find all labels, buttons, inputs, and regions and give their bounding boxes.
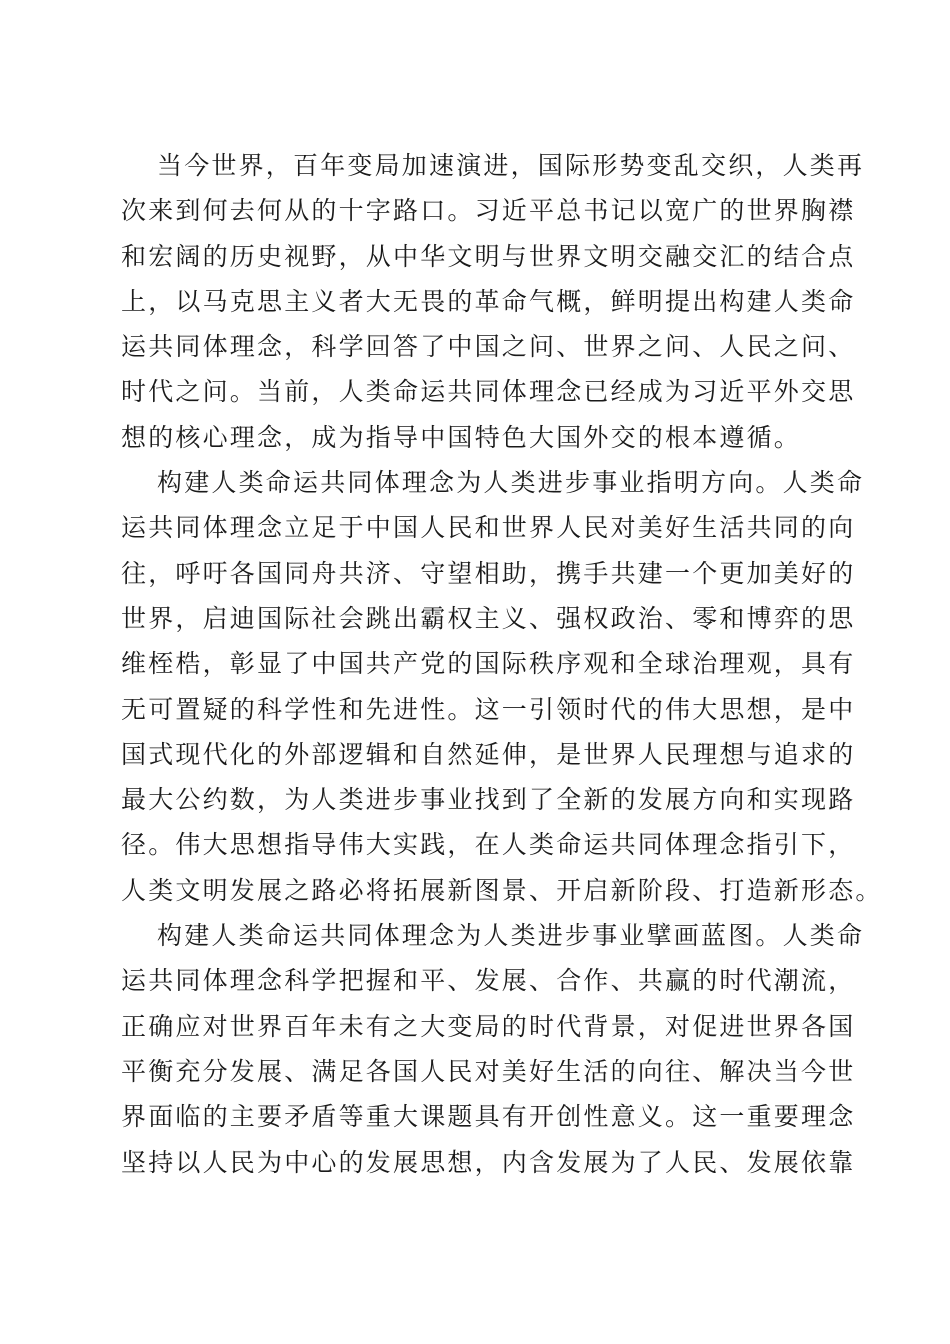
text-line: 构建人类命运共同体理念为人类进步事业擘画蓝图。人类命	[157, 921, 865, 951]
text-line: 往，呼吁各国同舟共济、守望相助，携手共建一个更加美好的	[121, 558, 856, 588]
text-line: 平衡充分发展、满足各国人民对美好生活的向往、解决当今世	[121, 1056, 856, 1086]
text-line: 最大公约数，为人类进步事业找到了全新的发展方向和实现路	[121, 785, 856, 815]
text-line: 时代之问。当前，人类命运共同体理念已经成为习近平外交思	[121, 377, 856, 407]
text-line: 运共同体理念，科学回答了中国之问、世界之问、人民之问、	[121, 332, 856, 362]
text-line: 径。伟大思想指导伟大实践，在人类命运共同体理念指引下，	[121, 830, 856, 860]
text-line: 坚持以人民为中心的发展思想，内含发展为了人民、发展依靠	[121, 1147, 856, 1177]
text-line: 当今世界，百年变局加速演进，国际形势变乱交织，人类再	[157, 151, 865, 180]
text-line: 正确应对世界百年未有之大变局的时代背景，对促进世界各国	[121, 1011, 856, 1041]
text-line: 次来到何去何从的十字路口。习近平总书记以宽广的世界胸襟	[121, 196, 856, 226]
text-line: 无可置疑的科学性和先进性。这一引领时代的伟大思想，是中	[121, 694, 856, 724]
text-line: 国式现代化的外部逻辑和自然延伸，是世界人民理想与追求的	[121, 739, 856, 769]
text-line: 维桎梏，彰显了中国共产党的国际秩序观和全球治理观，具有	[121, 649, 856, 679]
text-line: 和宏阔的历史视野，从中华文明与世界文明交融交汇的结合点	[121, 241, 856, 271]
text-line: 想的核心理念，成为指导中国特色大国外交的根本遵循。	[121, 422, 802, 452]
text-line: 世界，启迪国际社会跳出霸权主义、强权政治、零和博弈的思	[121, 603, 856, 633]
text-line: 界面临的主要矛盾等重大课题具有开创性意义。这一重要理念	[121, 1102, 856, 1132]
text-line: 构建人类命运共同体理念为人类进步事业指明方向。人类命	[157, 468, 865, 498]
text-line: 上，以马克思主义者大无畏的革命气概，鲜明提出构建人类命	[121, 286, 856, 316]
text-line: 人类文明发展之路必将拓展新图景、开启新阶段、打造新形态。	[121, 875, 883, 905]
text-line: 运共同体理念立足于中国人民和世界人民对美好生活共同的向	[121, 513, 856, 543]
text-line: 运共同体理念科学把握和平、发展、合作、共赢的时代潮流，	[121, 966, 856, 996]
body-text	[121, 143, 883, 1185]
